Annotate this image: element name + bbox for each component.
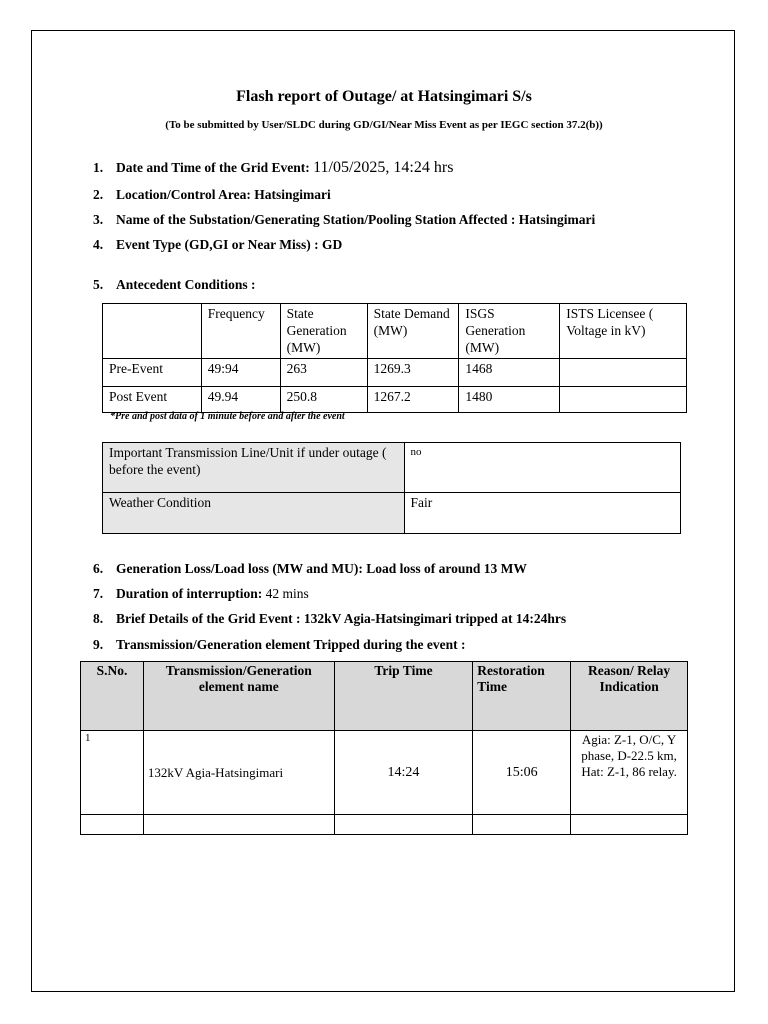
table-cell — [560, 387, 687, 413]
item-antecedent: 5. Antecedent Conditions : — [93, 277, 256, 292]
item-brief-details: 8. Brief Details of the Grid Event : 132kV Agia-Hatsingimari tripped at 14:24hrs — [93, 611, 567, 626]
table-cell — [571, 815, 688, 835]
antecedent-header: State Generation (MW) — [280, 304, 367, 359]
antecedent-header: ISGS Generation (MW) — [459, 304, 560, 359]
table-cell — [473, 815, 571, 835]
table-cell: Pre-Event — [103, 359, 202, 387]
table-cell: 132kV Agia-Hatsingimari — [143, 731, 334, 815]
trip-header: Trip Time — [334, 662, 473, 731]
table-cell: 49.94 — [201, 387, 280, 413]
table-cell: 1267.2 — [367, 387, 459, 413]
report-title: Flash report of Outage/ at Hatsingimari S/s — [236, 88, 532, 105]
conditions-table — [102, 442, 681, 534]
item-location: 2. Location/Control Area: Hatsingimari — [93, 187, 331, 202]
antecedent-header: ISTS Licensee ( Voltage in kV) — [560, 304, 687, 359]
condition-value: no — [404, 443, 680, 493]
trip-header: Transmission/Generation element name — [143, 662, 334, 731]
table-cell: 263 — [280, 359, 367, 387]
antecedent-header — [103, 304, 202, 359]
trip-header: S.No. — [81, 662, 144, 731]
table-cell: Agia: Z-1, O/C, Y phase, D-22.5 km, Hat: Z-1, 86 relay. — [571, 731, 688, 815]
table-row — [103, 493, 681, 534]
table-cell: 14:24 — [334, 731, 473, 815]
table-row — [81, 815, 688, 835]
table-cell — [560, 359, 687, 387]
trip-table — [80, 661, 688, 835]
antecedent-header-row — [103, 304, 687, 359]
condition-value: Fair — [404, 493, 680, 534]
item-date-time: 1. Date and Time of the Grid Event: 11/05/2025, 14:24 hrs — [93, 159, 454, 176]
table-row — [81, 731, 688, 815]
trip-header: Reason/ Relay Indication — [571, 662, 688, 731]
antecedent-header: State Demand (MW) — [367, 304, 459, 359]
item-event-type: 4. Event Type (GD,GI or Near Miss) : GD — [93, 237, 343, 252]
table-cell: 250.8 — [280, 387, 367, 413]
table-cell — [81, 815, 144, 835]
report-subtitle: (To be submitted by User/SLDC during GD/GI/Near Miss Event as per IEGC section 37.2(b)) — [165, 119, 603, 131]
item-substation: 3. Name of the Substation/Generating Station/Pooling Station Affected : Hatsingimari — [93, 212, 596, 227]
table-cell: 1269.3 — [367, 359, 459, 387]
table-cell: 1480 — [459, 387, 560, 413]
table-row — [103, 359, 687, 387]
item-load-loss: 6. Generation Loss/Load loss (MW and MU): Load loss of around 13 MW — [93, 561, 527, 576]
item-tripped-elements: 9. Transmission/Generation element Tripped during the event : — [93, 637, 466, 652]
table-cell: 15:06 — [473, 731, 571, 815]
table-row — [103, 443, 681, 493]
condition-label: Weather Condition — [103, 493, 405, 534]
trip-header-row — [81, 662, 688, 731]
table-cell: Post Event — [103, 387, 202, 413]
table-cell — [334, 815, 473, 835]
table-cell: 1468 — [459, 359, 560, 387]
antecedent-table — [102, 303, 687, 413]
item-duration: 7. Duration of interruption: 42 mins — [93, 586, 309, 601]
table-cell: 1 — [81, 731, 144, 815]
antecedent-header: Frequency — [201, 304, 280, 359]
trip-header: Restoration Time — [473, 662, 571, 731]
antecedent-footnote: *Pre and post data of 1 minute before and after the event — [110, 411, 345, 422]
table-row — [103, 387, 687, 413]
condition-label: Important Transmission Line/Unit if under outage ( before the event) — [103, 443, 405, 493]
table-cell: 49:94 — [201, 359, 280, 387]
table-cell — [143, 815, 334, 835]
